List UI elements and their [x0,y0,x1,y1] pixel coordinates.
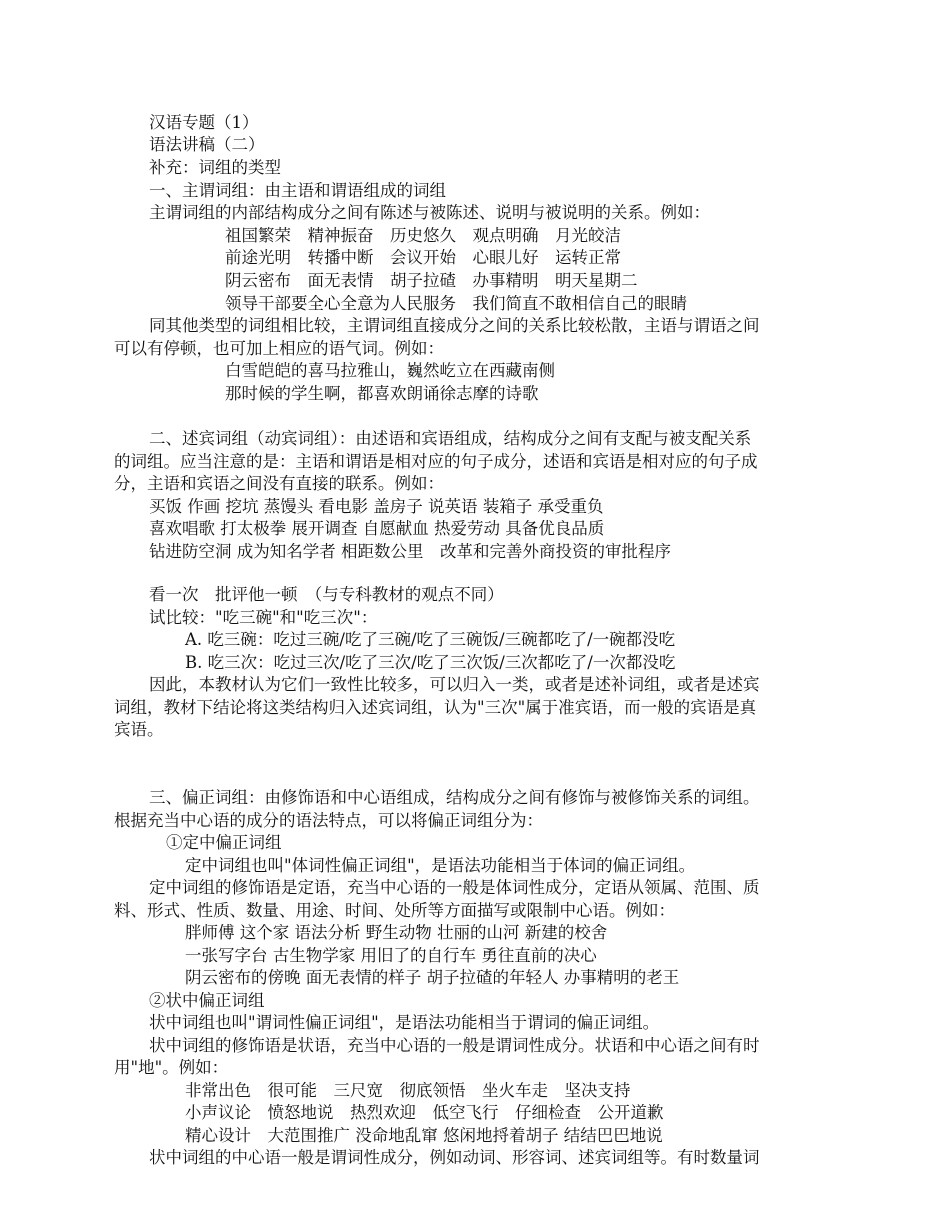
example-line: 领导干部要全心全意为人民服务 我们简直不敢相信自己的眼睛 [225,294,687,313]
paragraph-line: 宾语。 [114,720,164,739]
paragraph-line: 主谓词组的内部结构成分之间有陈述与被陈述、说明与被说明的关系。例如： [149,203,710,222]
heading-verb-object: 二、述宾词组（动宾词组）：由述语和宾语组成，结构成分之间有支配与被支配关系 [149,429,752,448]
example-line: 钻进防空洞 成为知名学者 相距数公里 改革和完善外商投资的审批程序 [149,542,671,561]
example-line: 白雪皑皑的喜马拉雅山，巍然屹立在西藏南侧 [225,361,555,380]
example-line: 那时候的学生啊，都喜欢朗诵徐志摩的诗歌 [225,384,539,403]
example-line: 精心设计 大范围推广 没命地乱窜 悠闲地捋着胡子 结结巴巴地说 [185,1126,663,1145]
paragraph-line: 的词组。应当注意的是：主语和谓语是相对应的句子成分，述语和宾语是相对应的句子成 [114,452,758,471]
example-line: 前途光明 转播中断 会议开始 心眼儿好 运转正常 [225,248,621,267]
paragraph-line: 看一次 批评他一顿 （与专科教材的观点不同） [149,585,504,604]
example-line: 非常出色 很可能 三尺宽 彻底领悟 坐火车走 坚决支持 [185,1081,631,1100]
example-line: 阴云密布的傍晚 面无表情的样子 胡子拉碴的年轻人 办事精明的老王 [185,968,680,987]
doc-subtitle: 语法讲稿（二） [149,135,265,154]
paragraph-line: 用"地"。例如： [114,1058,229,1077]
paragraph-line: 定中词组也叫"体词性偏正词组"，是语法功能相当于体词的偏正词组。 [185,856,696,875]
heading-modifier-head: 三、偏正词组：由修饰语和中心语组成，结构成分之间有修饰与被修饰关系的词组。 [149,788,760,807]
doc-title: 汉语专题（1） [149,113,259,132]
paragraph-line: 状中词组的修饰语是状语，充当中心语的一般是谓词性成分。状语和中心语之间有时 [149,1036,760,1055]
example-line: A. 吃三碗：吃过三碗/吃了三碗/吃了三碗饭/三碗都吃了/一碗都没吃 [185,630,676,649]
example-line: 一张写字台 古生物学家 用旧了的自行车 勇往直前的决心 [185,946,597,965]
paragraph-line: 词组，教材下结论将这类结构归入述宾词组，认为"三次"属于准宾语，而一般的宾语是真 [114,698,757,717]
paragraph-line: 状中词组也叫"谓词性偏正词组"，是语法功能相当于谓词的偏正词组。 [149,1013,660,1032]
paragraph-line: 定中词组的修饰语是定语，充当中心语的一般是体词性成分，定语从领属、范围、质 [149,878,760,897]
example-line: 胖师傅 这个家 语法分析 野生动物 壮丽的山河 新建的校舍 [185,923,608,942]
paragraph-line: 料、形式、性质、数量、用途、时间、处所等方面描写或限制中心语。例如： [114,901,675,920]
subheading-adverbial: ②状中偏正词组 [149,991,265,1010]
example-line: 祖国繁荣 精神振奋 历史悠久 观点明确 月光皎洁 [225,226,621,245]
section-heading: 补充：词组的类型 [149,158,281,177]
subheading-attributive: ①定中偏正词组 [166,833,282,852]
example-line: 喜欢唱歌 打太极拳 展开调查 自愿献血 热爱劳动 具备优良品质 [149,519,605,538]
heading-subject-predicate: 一、主谓词组：由主语和谓语组成的词组 [149,181,446,200]
paragraph-line: 试比较："吃三碗"和"吃三次"： [149,608,378,627]
example-line: 小声议论 愤怒地说 热烈欢迎 低空飞行 仔细检查 公开道歉 [185,1103,664,1122]
paragraph-line: 因此，本教材认为它们一致性比较多，可以归入一类，或者是述补词组，或者是述宾 [149,675,760,694]
paragraph-line: 根据充当中心语的成分的语法特点，可以将偏正词组分为： [114,811,543,830]
example-line: 阴云密布 面无表情 胡子拉碴 办事精明 明天星期二 [225,271,638,290]
paragraph-line: 状中词组的中心语一般是谓词性成分，例如动词、形容词、述宾词组等。有时数量词 [149,1148,760,1167]
paragraph-line: 同其他类型的词组相比较，主谓词组直接成分之间的关系比较松散，主语与谓语之间 [149,316,760,335]
example-line: B. 吃三次：吃过三次/吃了三次/吃了三次饭/三次都吃了/一次都没吃 [185,653,676,672]
paragraph-line: 可以有停顿，也可加上相应的语气词。例如： [114,339,444,358]
paragraph-line: 分，主语和宾语之间没有直接的联系。例如： [114,474,444,493]
example-line: 买饭 作画 挖坑 蒸馒头 看电影 盖房子 说英语 装箱子 承受重负 [149,497,604,516]
